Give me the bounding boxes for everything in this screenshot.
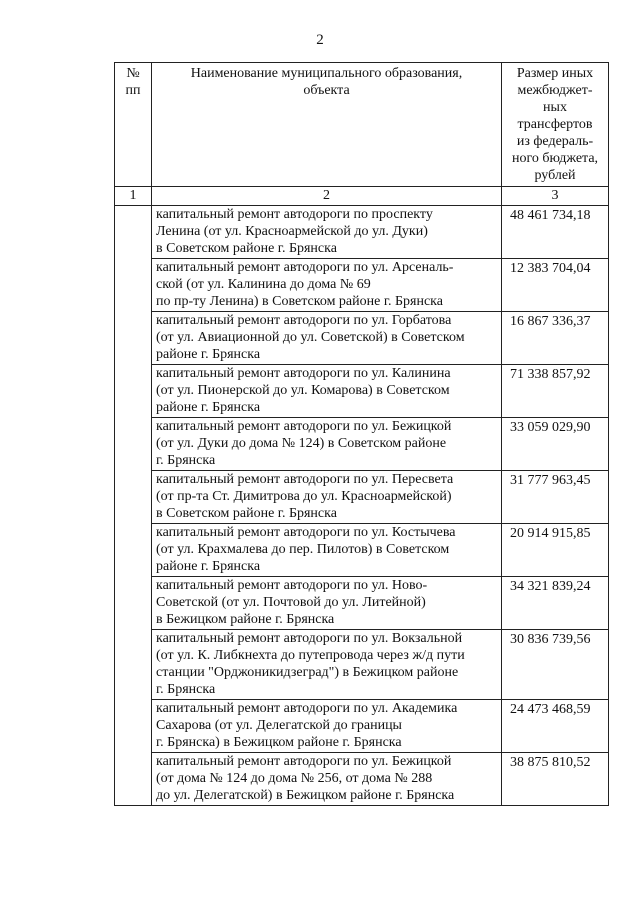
column-index-1: 1 — [115, 187, 152, 206]
header-amount-line-3: ных — [543, 100, 567, 115]
object-name-line: г. Брянска) в Бежицком районе г. Брянска — [156, 735, 402, 750]
object-name-cell — [152, 753, 502, 806]
object-name-line: капитальный ремонт автодороги по ул. Костычева — [156, 525, 456, 540]
header-name-line-1: Наименование муниципального образования, — [190, 66, 463, 81]
object-name-line: Сахарова (от ул. Делегатской до границы — [156, 718, 402, 733]
header-number-line-1: № — [126, 66, 140, 81]
amount-cell: 34 321 839,24 — [502, 577, 609, 630]
object-name-line: капитальный ремонт автодороги по ул. Горбатова — [156, 313, 452, 328]
object-name-line: в Советском районе г. Брянска — [156, 506, 337, 521]
object-name-line: г. Брянска — [156, 682, 216, 697]
column-index-2: 2 — [152, 187, 502, 206]
amount-cell: 31 777 963,45 — [502, 471, 609, 524]
amount-cell: 20 914 915,85 — [502, 524, 609, 577]
amount-cell: 16 867 336,37 — [502, 312, 609, 365]
table-header-row — [115, 63, 609, 187]
object-name-line: (от ул. Крахмалева до пер. Пилотов) в Советском — [156, 542, 450, 557]
object-name-line: капитальный ремонт автодороги по ул. Калинина — [156, 366, 451, 381]
object-name-line: капитальный ремонт автодороги по ул. Бежицкой — [156, 754, 452, 769]
object-name-line: Советской (от ул. Почтовой до ул. Литейной) — [156, 595, 426, 610]
object-name-line: капитальный ремонт автодороги по ул. Ново- — [156, 578, 428, 593]
object-name-line: (от ул. Пионерской до ул. Комарова) в Советском — [156, 383, 450, 398]
header-amount-line-2: межбюджет- — [517, 83, 593, 98]
object-name-cell — [152, 206, 502, 259]
column-index-row — [115, 187, 609, 206]
object-name-line: станции "Орджоникидзеград") в Бежицком районе — [156, 665, 459, 680]
object-name-line: до ул. Делегатской) в Бежицком районе г. Брянска — [156, 788, 455, 803]
object-name-line: капитальный ремонт автодороги по проспекту — [156, 207, 433, 222]
object-name-line: ской (от ул. Калинина до дома № 69 — [156, 277, 371, 292]
object-name-line: районе г. Брянска — [156, 400, 261, 415]
header-amount-line-4: трансфертов — [517, 117, 593, 132]
amount-cell: 38 875 810,52 — [502, 753, 609, 806]
table-row — [115, 700, 609, 753]
object-name-cell — [152, 700, 502, 753]
amount-cell: 33 059 029,90 — [502, 418, 609, 471]
table-body — [115, 206, 609, 806]
header-amount-line-7: рублей — [534, 168, 576, 183]
header-amount-line-6: ного бюджета, — [511, 151, 599, 166]
object-name-cell — [152, 630, 502, 700]
table-row — [115, 418, 609, 471]
object-name-line: Ленина (от ул. Красноармейской до ул. Дуки) — [156, 224, 428, 239]
header-number — [115, 63, 152, 187]
table-row — [115, 524, 609, 577]
table-row — [115, 630, 609, 700]
table-row — [115, 312, 609, 365]
object-name-line: по пр-ту Ленина) в Советском районе г. Брянска — [156, 294, 443, 309]
header-amount — [502, 63, 609, 187]
row-number-cell — [115, 206, 152, 806]
object-name-line: (от ул. К. Либкнехта до путепровода через ж/д пути — [156, 648, 465, 663]
header-amount-line-1: Размер иных — [516, 66, 594, 81]
amount-cell: 12 383 704,04 — [502, 259, 609, 312]
object-name-line: (от ул. Авиационной до ул. Советской) в Советском — [156, 330, 465, 345]
header-name-line-2: объекта — [303, 83, 350, 98]
object-name-cell — [152, 577, 502, 630]
page-number: 2 — [316, 32, 324, 48]
header-amount-line-5: из федераль- — [516, 134, 594, 149]
object-name-cell — [152, 312, 502, 365]
table-row — [115, 753, 609, 806]
transfers-table — [114, 62, 609, 806]
object-name-line: районе г. Брянска — [156, 347, 261, 362]
object-name-line: (от дома № 124 до дома № 256, от дома № 288 — [156, 771, 433, 786]
column-index-3: 3 — [502, 187, 609, 206]
object-name-line: г. Брянска — [156, 453, 216, 468]
object-name-cell — [152, 471, 502, 524]
object-name-cell — [152, 524, 502, 577]
amount-cell: 48 461 734,18 — [502, 206, 609, 259]
object-name-line: капитальный ремонт автодороги по ул. Вокзальной — [156, 631, 463, 646]
table-row — [115, 259, 609, 312]
amount-cell: 24 473 468,59 — [502, 700, 609, 753]
object-name-cell — [152, 418, 502, 471]
object-name-line: в Бежицком районе г. Брянска — [156, 612, 335, 627]
object-name-line: (от пр-та Ст. Димитрова до ул. Красноармейской) — [156, 489, 452, 504]
object-name-line: капитальный ремонт автодороги по ул. Пересвета — [156, 472, 454, 487]
object-name-cell — [152, 365, 502, 418]
object-name-line: в Советском районе г. Брянска — [156, 241, 337, 256]
object-name-line: районе г. Брянска — [156, 559, 261, 574]
object-name-line: капитальный ремонт автодороги по ул. Бежицкой — [156, 419, 452, 434]
amount-cell: 30 836 739,56 — [502, 630, 609, 700]
table-row — [115, 206, 609, 259]
object-name-line: капитальный ремонт автодороги по ул. Арсеналь- — [156, 260, 454, 275]
object-name-line: капитальный ремонт автодороги по ул. Академика — [156, 701, 458, 716]
object-name-line: (от ул. Дуки до дома № 124) в Советском районе — [156, 436, 447, 451]
table-row — [115, 471, 609, 524]
header-number-line-2: пп — [125, 83, 141, 98]
table-row — [115, 365, 609, 418]
table-row — [115, 577, 609, 630]
header-name — [152, 63, 502, 187]
amount-cell: 71 338 857,92 — [502, 365, 609, 418]
object-name-cell — [152, 259, 502, 312]
